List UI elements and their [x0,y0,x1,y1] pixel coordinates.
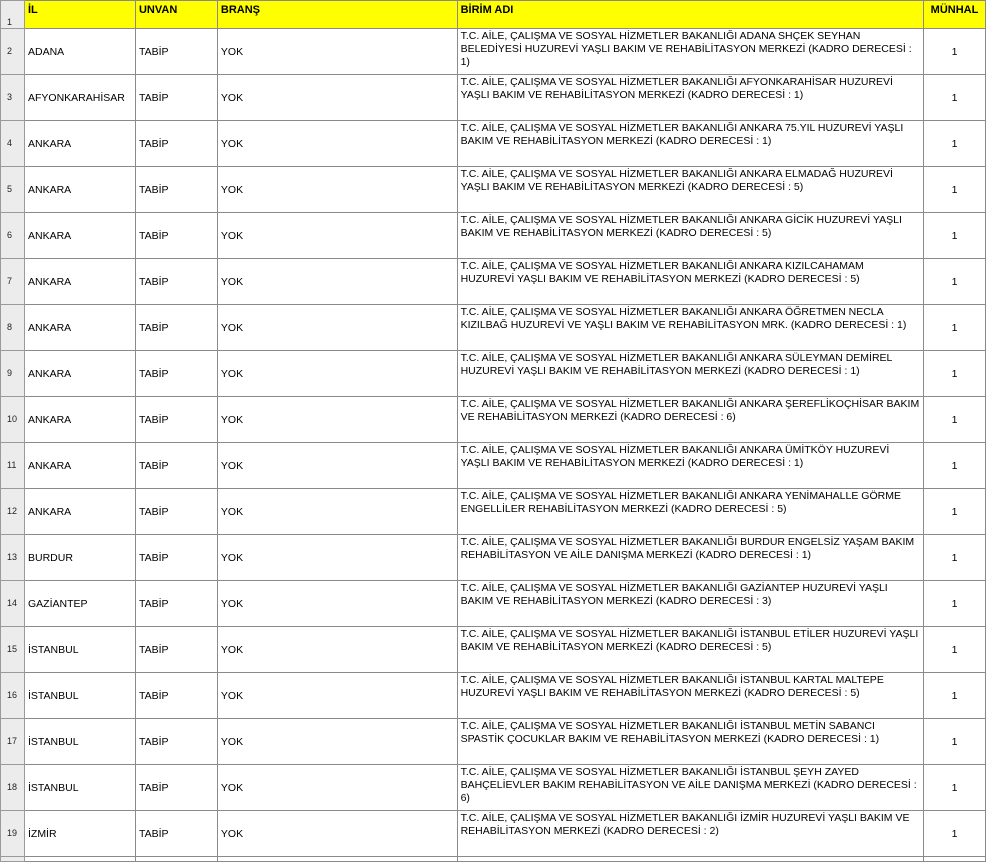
table-row [1,857,986,862]
cell-brans[interactable]: YOK [217,719,457,765]
cell-munhal[interactable]: 1 [923,397,985,443]
cell-unvan[interactable]: TABİP [135,673,217,719]
cell-munhal[interactable]: 1 [923,167,985,213]
cell-unvan[interactable]: TABİP [135,719,217,765]
cell-il[interactable]: ANKARA [24,305,135,351]
cell-brans[interactable]: YOK [217,259,457,305]
cell-munhal[interactable]: 1 [923,811,985,857]
row-number[interactable]: 2 [1,29,25,75]
cell-brans[interactable]: YOK [217,167,457,213]
cell-unvan[interactable]: TABİP [135,627,217,673]
cell-birim-adi[interactable]: T.C. AİLE, ÇALIŞMA VE SOSYAL HİZMETLER BAKANLIĞI BURDUR ENGELSİZ YAŞAM BAKIM REHABİLİTASYON VE AİLE DANIŞMA MERKEZİ (KADRO DERECESİ : 1) [457,535,923,581]
cell-munhal[interactable]: 1 [923,121,985,167]
cell-munhal[interactable]: 1 [923,581,985,627]
cell-brans[interactable]: YOK [217,765,457,811]
table-row [1,811,986,857]
cell-brans[interactable]: YOK [217,535,457,581]
row-number[interactable]: 18 [1,765,25,811]
cell-birim-adi[interactable]: T.C. AİLE, ÇALIŞMA VE SOSYAL HİZMETLER BAKANLIĞI ANKARA 75.YIL HUZUREVİ YAŞLI BAKIM VE REHABİLİTASYON MERKEZİ (KADRO DERECESİ : 1) [457,121,923,167]
row-number[interactable]: 6 [1,213,25,259]
table-row [1,259,986,305]
cell-birim-adi[interactable]: T.C. AİLE, ÇALIŞMA VE SOSYAL HİZMETLER BAKANLIĞI ANKARA KIZILCAHAMAM HUZUREVİ YAŞLI BAKIM VE REHABİLİTASYON MERKEZİ (KADRO DERECESİ : 5) [457,259,923,305]
cell-birim-adi[interactable]: T.C. AİLE, ÇALIŞMA VE SOSYAL HİZMETLER BAKANLIĞI ANKARA YENİMAHALLE GÖRME ENGELLİLER REHABİLİTASYON MERKEZİ (KADRO DERECESİ : 5) [457,489,923,535]
cell-il[interactable]: ANKARA [24,443,135,489]
cell-birim-adi[interactable]: T.C. AİLE, ÇALIŞMA VE SOSYAL HİZMETLER BAKANLIĞI ANKARA ŞEREFLİKOÇHİSAR BAKIM VE REHABİLİTASYON MERKEZİ (KADRO DERECESİ : 6) [457,397,923,443]
cell-il[interactable]: ANKARA [24,213,135,259]
cell-unvan[interactable]: TABİP [135,121,217,167]
cell-birim-adi[interactable]: T.C. AİLE, ÇALIŞMA VE SOSYAL HİZMETLER BAKANLIĞI ADANA SHÇEK SEYHAN BELEDİYESİ HUZUREVİ YAŞLI BAKIM VE REHABİLİTASYON MERKEZİ (KADRO DERECESİ : 1) [457,29,923,75]
row-number[interactable]: 12 [1,489,25,535]
header-munhal[interactable]: MÜNHAL [923,1,985,29]
cell-munhal[interactable]: 1 [923,535,985,581]
row-number[interactable]: 4 [1,121,25,167]
row-number[interactable]: 5 [1,167,25,213]
cell-birim-adi[interactable]: T.C. AİLE, ÇALIŞMA VE SOSYAL HİZMETLER BAKANLIĞI AFYONKARAHİSAR HUZUREVİ YAŞLI BAKIM VE REHABİLİTASYON MERKEZİ (KADRO DERECESİ : 1) [457,75,923,121]
cell-munhal[interactable]: 1 [923,305,985,351]
cell-brans[interactable]: YOK [217,581,457,627]
table-row [1,581,986,627]
cell-il[interactable]: ANKARA [24,351,135,397]
row-number[interactable]: 8 [1,305,25,351]
cell-munhal[interactable]: 1 [923,627,985,673]
cell-il[interactable]: ANKARA [24,121,135,167]
row-number[interactable]: 11 [1,443,25,489]
header-birim-adi[interactable]: BİRİM ADI [457,1,923,29]
cell-birim-adi[interactable]: T.C. AİLE, ÇALIŞMA VE SOSYAL HİZMETLER BAKANLIĞI İSTANBUL METİN SABANCI SPASTİK ÇOCUKLAR BAKIM VE REHABİLİTASYON MERKEZİ (KADRO DERECESİ : 1) [457,719,923,765]
cell-il[interactable]: İSTANBUL [24,719,135,765]
cell-il[interactable]: ADANA [24,29,135,75]
cell-unvan[interactable]: TABİP [135,581,217,627]
cell-brans[interactable]: YOK [217,75,457,121]
cell-unvan[interactable]: TABİP [135,443,217,489]
cell-birim-adi[interactable]: T.C. AİLE, ÇALIŞMA VE SOSYAL HİZMETLER BAKANLIĞI İSTANBUL ŞEYH ZAYED BAHÇELİEVLER BAKIM REHABİLİTASYON VE AİLE DANIŞMA MERKEZİ (KADRO DERECESİ : 6) [457,765,923,811]
table-row [1,397,986,443]
row-number[interactable]: 9 [1,351,25,397]
table-row [1,213,986,259]
table-row [1,443,986,489]
cell-unvan[interactable]: TABİP [135,811,217,857]
cell-munhal[interactable]: 1 [923,443,985,489]
cell-brans[interactable]: YOK [217,121,457,167]
cell-munhal[interactable]: 1 [923,765,985,811]
cell-birim-adi[interactable]: T.C. AİLE, ÇALIŞMA VE SOSYAL HİZMETLER BAKANLIĞI İSTANBUL ETİLER HUZUREVİ YAŞLI BAKIM VE REHABİLİTASYON MERKEZİ (KADRO DERECESİ : 5) [457,627,923,673]
cell-munhal[interactable]: 1 [923,673,985,719]
cell-il[interactable]: İSTANBUL [24,673,135,719]
cell-unvan[interactable]: TABİP [135,765,217,811]
row-number[interactable]: 14 [1,581,25,627]
cell-munhal[interactable]: 1 [923,351,985,397]
empty-cell[interactable] [217,857,457,862]
cell-munhal[interactable]: 1 [923,29,985,75]
table-row [1,167,986,213]
cell-munhal[interactable]: 1 [923,75,985,121]
row-number[interactable]: 19 [1,811,25,857]
cell-brans[interactable]: YOK [217,305,457,351]
empty-cell[interactable] [1,857,25,862]
row-number[interactable]: 16 [1,673,25,719]
cell-unvan[interactable]: TABİP [135,489,217,535]
table-row [1,627,986,673]
cell-il[interactable]: ANKARA [24,489,135,535]
table-row [1,489,986,535]
row-number[interactable]: 3 [1,75,25,121]
cell-unvan[interactable]: TABİP [135,351,217,397]
table-row [1,305,986,351]
cell-il[interactable]: İSTANBUL [24,627,135,673]
cell-brans[interactable]: YOK [217,489,457,535]
cell-brans[interactable]: YOK [217,29,457,75]
cell-il[interactable]: GAZİANTEP [24,581,135,627]
cell-unvan[interactable]: TABİP [135,167,217,213]
cell-brans[interactable]: YOK [217,351,457,397]
row-number[interactable]: 17 [1,719,25,765]
empty-cell[interactable] [135,857,217,862]
cell-munhal[interactable]: 1 [923,719,985,765]
cell-unvan[interactable]: TABİP [135,535,217,581]
cell-il[interactable]: İZMİR [24,811,135,857]
table-row [1,351,986,397]
cell-brans[interactable]: YOK [217,811,457,857]
empty-cell[interactable] [457,857,923,862]
header-brans[interactable]: BRANŞ [217,1,457,29]
cell-birim-adi[interactable]: T.C. AİLE, ÇALIŞMA VE SOSYAL HİZMETLER BAKANLIĞI GAZİANTEP HUZUREVİ YAŞLI BAKIM VE REHABİLİTASYON MERKEZİ (KADRO DERECESİ : 3) [457,581,923,627]
cell-brans[interactable]: YOK [217,213,457,259]
table-row [1,535,986,581]
cell-birim-adi[interactable]: T.C. AİLE, ÇALIŞMA VE SOSYAL HİZMETLER BAKANLIĞI ANKARA SÜLEYMAN DEMİREL HUZUREVİ YAŞLI BAKIM VE REHABİLİTASYON MERKEZİ (KADRO DERECESİ : 1) [457,351,923,397]
cell-munhal[interactable]: 1 [923,213,985,259]
row-number[interactable]: 10 [1,397,25,443]
cell-unvan[interactable]: TABİP [135,259,217,305]
empty-cell[interactable] [24,857,135,862]
table-row [1,673,986,719]
table-row [1,765,986,811]
cell-il[interactable]: BURDUR [24,535,135,581]
cell-birim-adi[interactable]: T.C. AİLE, ÇALIŞMA VE SOSYAL HİZMETLER BAKANLIĞI ANKARA ÜMİTKÖY HUZUREVİ YAŞLI BAKIM VE REHABİLİTASYON MERKEZİ (KADRO DERECESİ : 1) [457,443,923,489]
cell-il[interactable]: ANKARA [24,167,135,213]
table-row [1,121,986,167]
cell-unvan[interactable]: TABİP [135,75,217,121]
cell-birim-adi[interactable]: T.C. AİLE, ÇALIŞMA VE SOSYAL HİZMETLER BAKANLIĞI İZMİR HUZUREVİ YAŞLI BAKIM VE REHABİLİTASYON MERKEZİ (KADRO DERECESİ : 2) [457,811,923,857]
table-row [1,75,986,121]
cell-birim-adi[interactable]: T.C. AİLE, ÇALIŞMA VE SOSYAL HİZMETLER BAKANLIĞI İSTANBUL KARTAL MALTEPE HUZUREVİ YAŞLI BAKIM VE REHABİLİTASYON MERKEZİ (KADRO DERECESİ : 5) [457,673,923,719]
row-number[interactable]: 1 [1,1,25,29]
cell-il[interactable]: ANKARA [24,259,135,305]
cell-unvan[interactable]: TABİP [135,213,217,259]
row-number[interactable]: 7 [1,259,25,305]
cell-unvan[interactable]: TABİP [135,397,217,443]
empty-cell[interactable] [923,857,985,862]
cell-munhal[interactable]: 1 [923,259,985,305]
cell-birim-adi[interactable]: T.C. AİLE, ÇALIŞMA VE SOSYAL HİZMETLER BAKANLIĞI ANKARA ELMADAĞ HUZUREVİ YAŞLI BAKIM VE REHABİLİTASYON MERKEZİ (KADRO DERECESİ : 5) [457,167,923,213]
table-row [1,29,986,75]
header-row [1,1,986,29]
table-row [1,719,986,765]
header-unvan[interactable]: UNVAN [135,1,217,29]
cell-munhal[interactable]: 1 [923,489,985,535]
cell-brans[interactable]: YOK [217,673,457,719]
cell-birim-adi[interactable]: T.C. AİLE, ÇALIŞMA VE SOSYAL HİZMETLER BAKANLIĞI ANKARA ÖĞRETMEN NECLA KIZILBAĞ HUZUREVİ VE YAŞLI BAKIM VE REHABİLİTASYON MRK. (KADRO DERECESİ : 1) [457,305,923,351]
cell-brans[interactable]: YOK [217,627,457,673]
cell-birim-adi[interactable]: T.C. AİLE, ÇALIŞMA VE SOSYAL HİZMETLER BAKANLIĞI ANKARA GİCİK HUZUREVİ YAŞLI BAKIM VE REHABİLİTASYON MERKEZİ (KADRO DERECESİ : 5) [457,213,923,259]
cell-il[interactable]: AFYONKARAHİSAR [24,75,135,121]
cell-brans[interactable]: YOK [217,397,457,443]
cell-brans[interactable]: YOK [217,443,457,489]
row-number[interactable]: 15 [1,627,25,673]
cell-unvan[interactable]: TABİP [135,29,217,75]
cell-unvan[interactable]: TABİP [135,305,217,351]
cell-il[interactable]: ANKARA [24,397,135,443]
header-il[interactable]: İL [24,1,135,29]
row-number[interactable]: 13 [1,535,25,581]
cell-il[interactable]: İSTANBUL [24,765,135,811]
